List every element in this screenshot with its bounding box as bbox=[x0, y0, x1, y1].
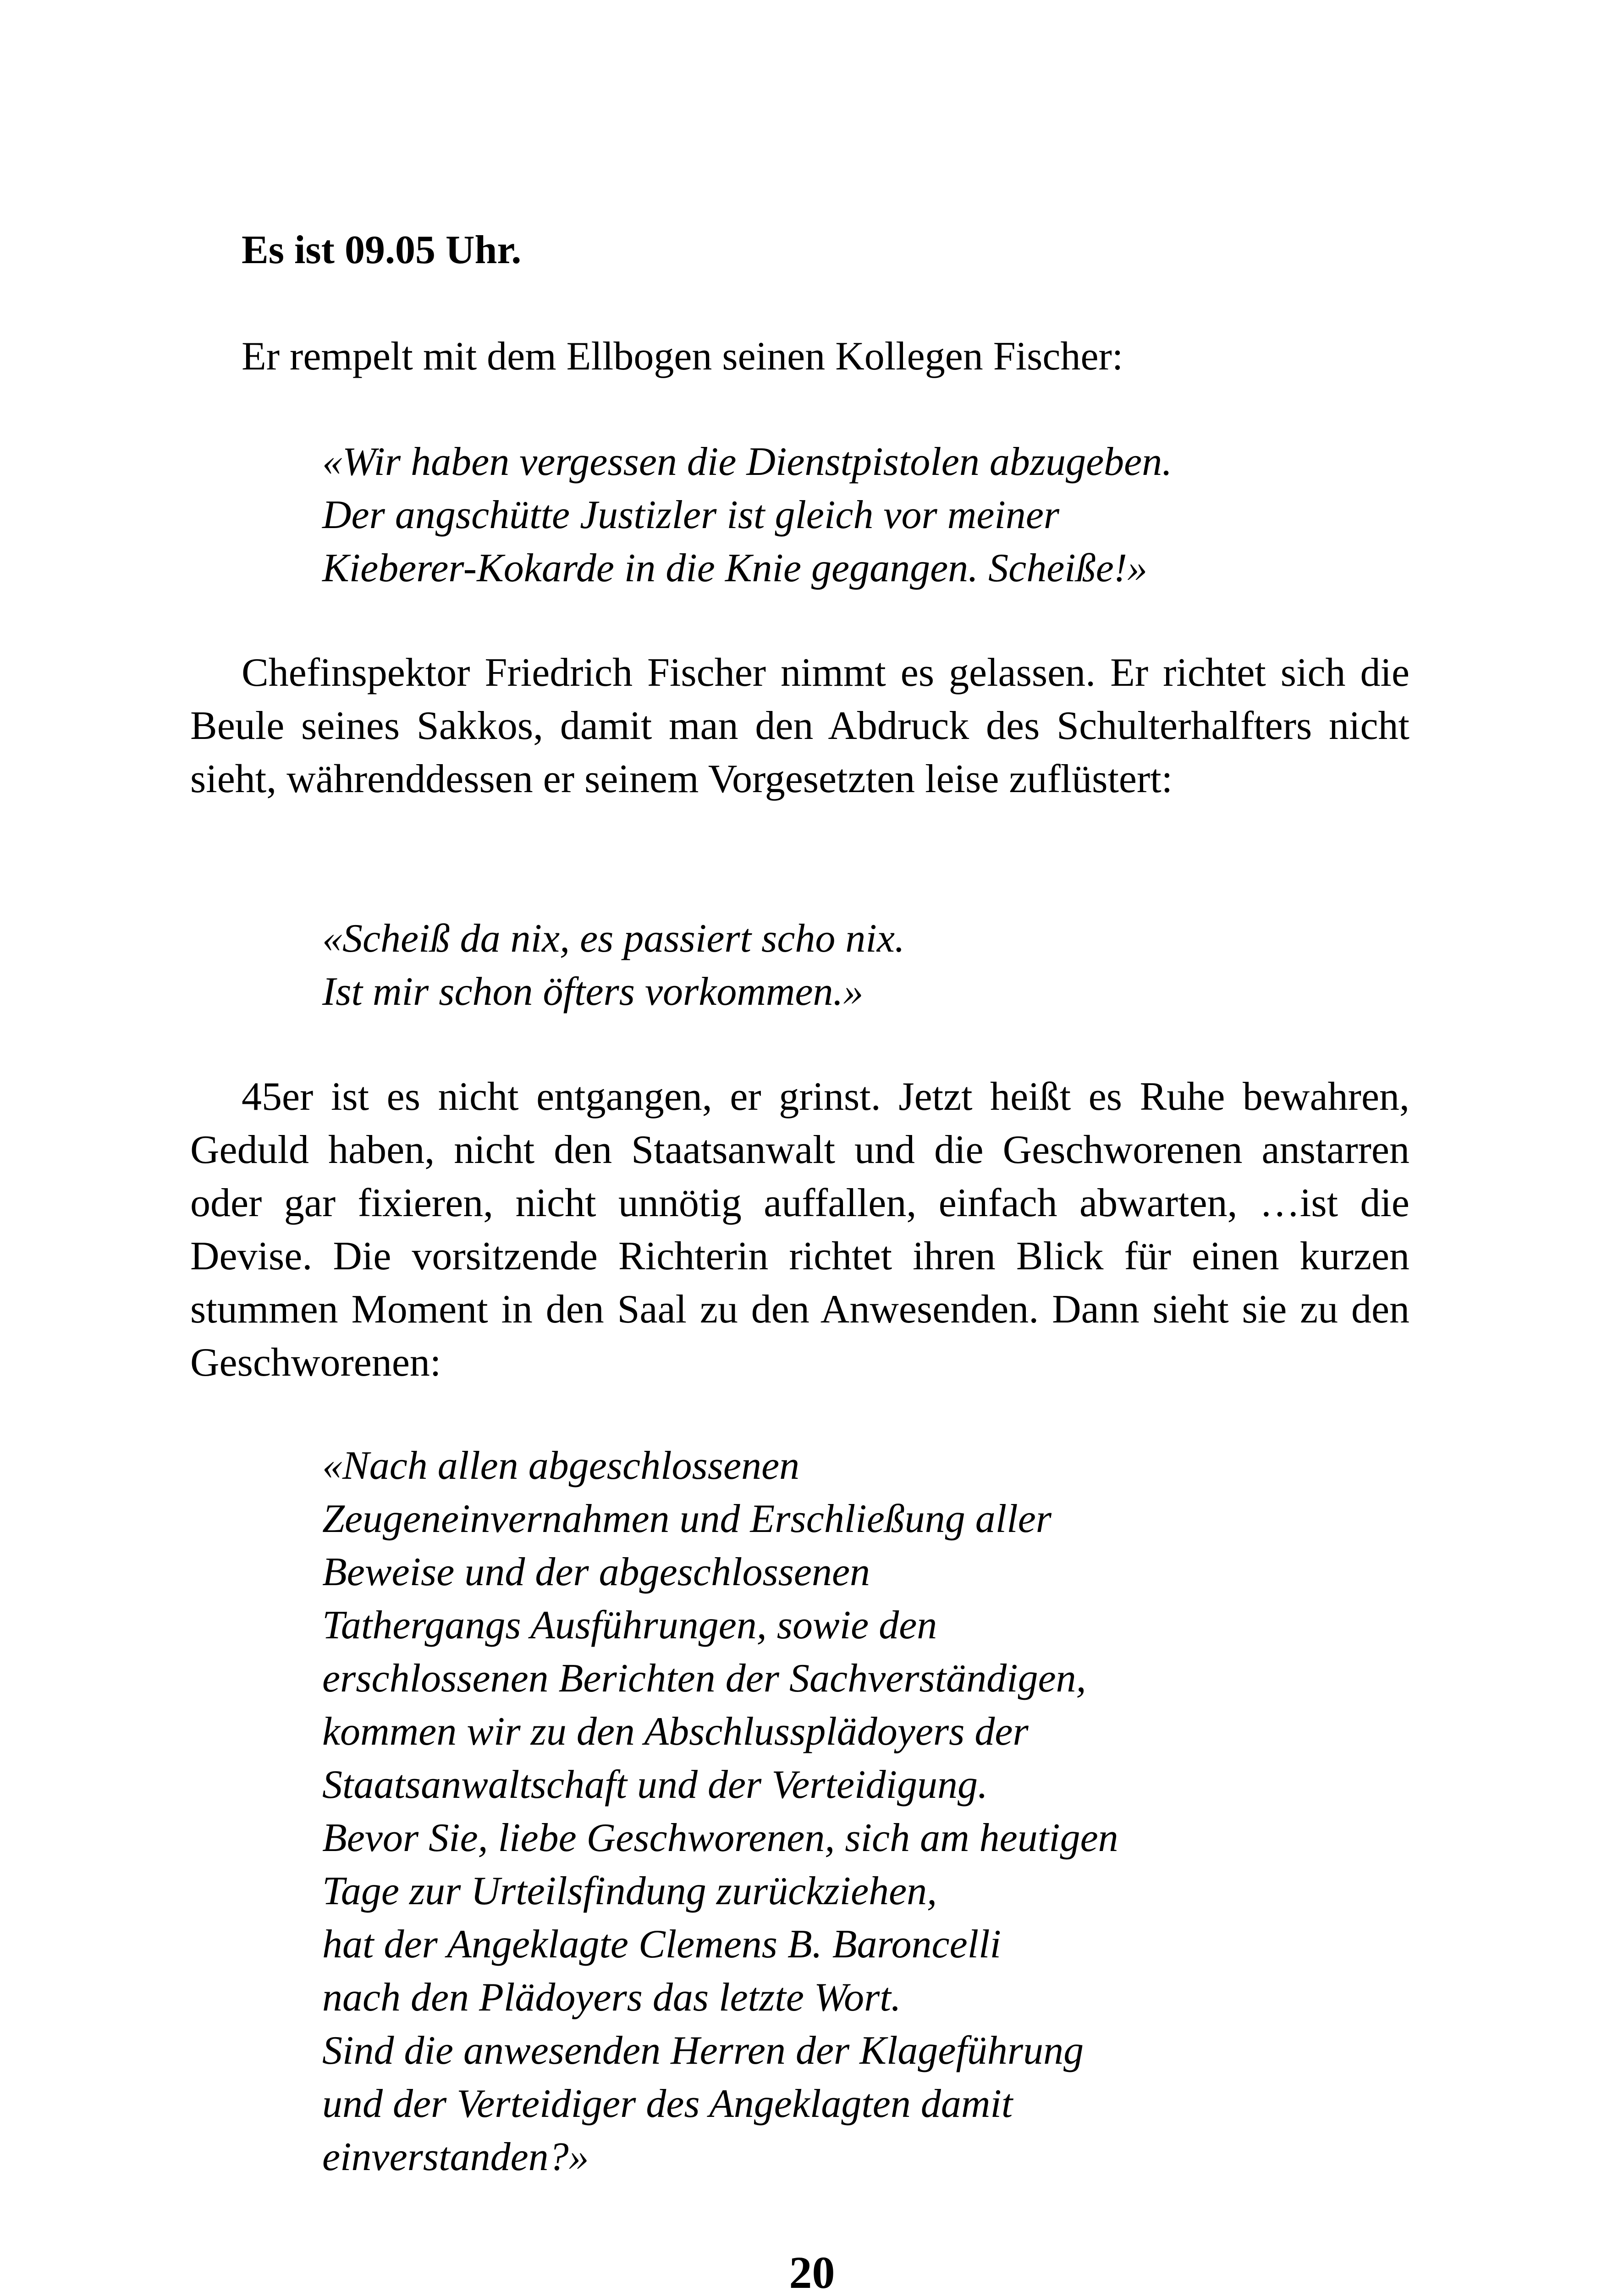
quote-line: kommen wir zu den Abschlussplädoyers der bbox=[322, 1709, 1029, 1754]
quote-line: «Nach allen abgeschlossenen bbox=[322, 1444, 800, 1488]
quote-line: Tage zur Urteilsfindung zurückziehen, bbox=[322, 1869, 937, 1913]
quote-line: nach den Plädoyers das letzte Wort. bbox=[322, 1975, 901, 2020]
quote-richterin bbox=[322, 1439, 1422, 2184]
quote-line: Staatsanwaltschaft und der Verteidigung. bbox=[322, 1763, 988, 1807]
quote-line: hat der Angeklagte Clemens B. Baroncelli bbox=[322, 1922, 1002, 1967]
quote-line: Beweise und der abgeschlossenen bbox=[322, 1550, 870, 1594]
time-heading: Es ist 09.05 Uhr. bbox=[242, 228, 522, 272]
quote-line: Kieberer-Kokarde in die Knie gegangen. Scheiße!» bbox=[322, 546, 1148, 590]
page-number: 20 bbox=[789, 2247, 835, 2292]
quote-line: Ist mir schon öfters vorkommen.» bbox=[322, 970, 864, 1014]
quote-line: einverstanden?» bbox=[322, 2135, 589, 2179]
quote-line: Tathergangs Ausführungen, sowie den bbox=[322, 1603, 937, 1647]
paragraph-fischer bbox=[190, 646, 1409, 806]
quote-line: «Wir haben vergessen die Dienstpistolen abzugeben. bbox=[322, 440, 1173, 484]
quote-line: Bevor Sie, liebe Geschworenen, sich am heutigen bbox=[322, 1816, 1118, 1860]
intro-line: Er rempelt mit dem Ellbogen seinen Kollegen Fischer: bbox=[242, 334, 1123, 379]
quote-line: Sind die anwesenden Herren der Klageführung bbox=[322, 2028, 1084, 2073]
paragraph-text: Chefinspektor Friedrich Fischer nimmt es gelassen. Er richtet sich die Beule seines Sakkos, damit man den Abdruck des Schulterhalfters nicht sieht, währenddessen er seinem Vorgesetzten leise zuflüstert: bbox=[190, 650, 1409, 801]
quote-line: «Scheiß da nix, es passiert scho nix. bbox=[322, 916, 905, 961]
quote-line: erschlossenen Berichten der Sachverständigen, bbox=[322, 1656, 1086, 1701]
paragraph-45er bbox=[190, 1070, 1409, 1389]
paragraph-text: 45er ist es nicht entgangen, er grinst. Jetzt heißt es Ruhe bewahren, Geduld haben, nicht den Staatsanwalt und die Geschworenen anstarren oder gar fixieren, nicht unnötig auffallen, einfach abwarten, …ist die Devise. Die vorsitzende Richterin richtet ihren Blick für einen kurzen stummen Moment in den Saal zu den Anwesenden. Dann sieht sie zu den Geschworenen: bbox=[190, 1074, 1409, 1385]
quote-line: Zeugeneinvernahmen und Erschließung aller bbox=[322, 1497, 1052, 1541]
quote-dienstpistolen bbox=[322, 435, 1422, 595]
quote-line: Der angschütte Justizler ist gleich vor meiner bbox=[322, 493, 1060, 537]
quote-line: und der Verteidiger des Angeklagten damit bbox=[322, 2082, 1013, 2126]
quote-scheiss-da-nix bbox=[322, 912, 1422, 1019]
